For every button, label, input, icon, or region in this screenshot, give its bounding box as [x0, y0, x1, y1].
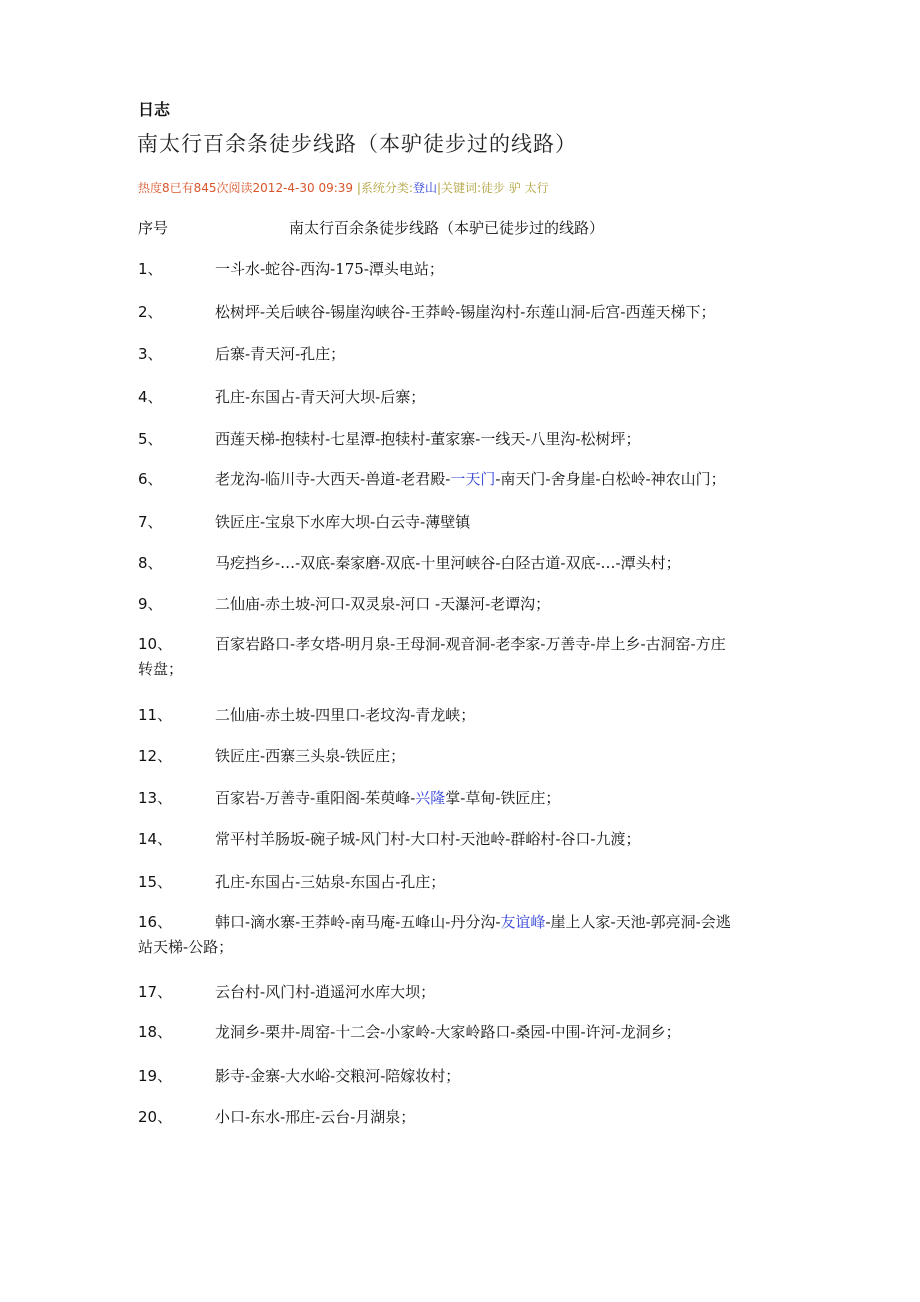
route-text: 龙洞乡-栗井-周窑-十二会-小家岭-大家岭路口-桑园-中围-许河-龙洞乡； [215, 1023, 681, 1041]
route-text-post: -南天门-舍身崖-白松岭-神农山门； [495, 470, 726, 488]
route-text: 孔庄-东国占-三姑泉-东国占-孔庄； [215, 873, 446, 891]
route-text [215, 467, 785, 492]
route-text [215, 910, 785, 935]
route-number: 12、 [138, 747, 173, 765]
route-number: 15、 [138, 873, 173, 891]
route-text: 云台村-风门村-逍遥河水库大坝； [215, 983, 436, 1001]
meta-category-label: |系统分类: [353, 181, 413, 195]
route-number: 3、 [138, 345, 163, 363]
route-text: 松树坪-关后峡谷-锡崖沟峡谷-王莽岭-锡崖沟村-东莲山洞-后宫-西莲天梯下； [215, 303, 716, 321]
route-number: 10、 [138, 635, 173, 653]
route-place-link[interactable]: 兴隆 [415, 789, 446, 807]
route-number: 5、 [138, 430, 163, 448]
route-text: 百家岩路口-孝女塔-明月泉-王母洞-观音洞-老李家-万善寺-岸上乡-古洞窑-方庄 [215, 635, 726, 653]
route-text-continuation: 转盘； [138, 660, 184, 678]
route-text: 马疙挡乡-…-双底-秦家磨-双底-十里河峡谷-白陉古道-双底-…-潭头村； [215, 554, 681, 572]
route-number: 13、 [138, 789, 173, 807]
route-text: 二仙庙-赤土坡-四里口-老坟沟-青龙峡； [215, 706, 476, 724]
route-number: 4、 [138, 388, 163, 406]
route-number: 19、 [138, 1067, 173, 1085]
page-title: 南太行百余条徒步线路（本驴徒步过的线路） [137, 132, 577, 156]
route-text: 一斗水-蛇谷-西沟-175-潭头电站； [215, 260, 444, 278]
header-title: 南太行百余条徒步线路（本驴已徒步过的线路） [289, 219, 605, 237]
route-text: 二仙庙-赤土坡-河口-双灵泉-河口 -天瀑河-老谭沟； [215, 595, 551, 613]
route-place-link[interactable]: 友谊峰 [500, 913, 546, 931]
route-text: 孔庄-东国占-青天河大坝-后寨； [215, 388, 426, 406]
route-place-link[interactable]: 一天门 [450, 470, 496, 488]
route-text-pre: 老龙沟-临川寺-大西天-兽道-老君殿- [215, 470, 451, 488]
route-number: 17、 [138, 983, 173, 1001]
route-number: 9、 [138, 595, 163, 613]
route-number: 8、 [138, 554, 163, 572]
route-text-post: -崖上人家-天池-郭亮洞-会逃 [545, 913, 731, 931]
route-number: 7、 [138, 513, 163, 531]
route-text: 西莲天梯-抱犊村-七星潭-抱犊村-董家寨-一线天-八里沟-松树坪； [215, 430, 641, 448]
route-text: 铁匠庄-宝泉下水库大坝-白云寺-薄壁镇 [215, 513, 471, 531]
route-text [215, 786, 785, 811]
header-index-label: 序号 [138, 219, 169, 237]
route-number: 14、 [138, 830, 173, 848]
page-label: 日志 [138, 100, 171, 119]
route-text-pre: 百家岩-万善寺-重阳阁-茱萸峰- [215, 789, 416, 807]
route-text-continuation: 站天梯-公路； [138, 938, 234, 956]
route-number: 1、 [138, 260, 163, 278]
route-number: 18、 [138, 1023, 173, 1041]
route-text: 后寨-青天河-孔庄； [215, 345, 346, 363]
route-text-post: 掌-草甸-铁匠庄； [445, 789, 561, 807]
route-number: 11、 [138, 706, 173, 724]
meta-keywords: |关键词:徒步 驴 太行 [436, 181, 549, 195]
route-text: 铁匠庄-西寨三头泉-铁匠庄； [215, 747, 406, 765]
route-text: 小口-东水-邢庄-云台-月湖泉； [215, 1108, 416, 1126]
post-meta [138, 179, 549, 196]
meta-hot-stats: 热度8已有845次阅读2012-4-30 09:39 [138, 181, 354, 195]
route-number: 16、 [138, 913, 173, 931]
route-text: 影寺-金寨-大水峪-交粮河-陪嫁妆村； [215, 1067, 461, 1085]
route-text-pre: 韩口-滴水寨-王莽岭-南马庵-五峰山-丹分沟- [215, 913, 501, 931]
route-number: 20、 [138, 1108, 173, 1126]
meta-category-link[interactable]: 登山 [412, 181, 437, 195]
route-number: 2、 [138, 303, 163, 321]
route-number: 6、 [138, 470, 163, 488]
route-text: 常平村羊肠坂-碗子城-风门村-大口村-天池岭-群峪村-谷口-九渡； [215, 830, 641, 848]
